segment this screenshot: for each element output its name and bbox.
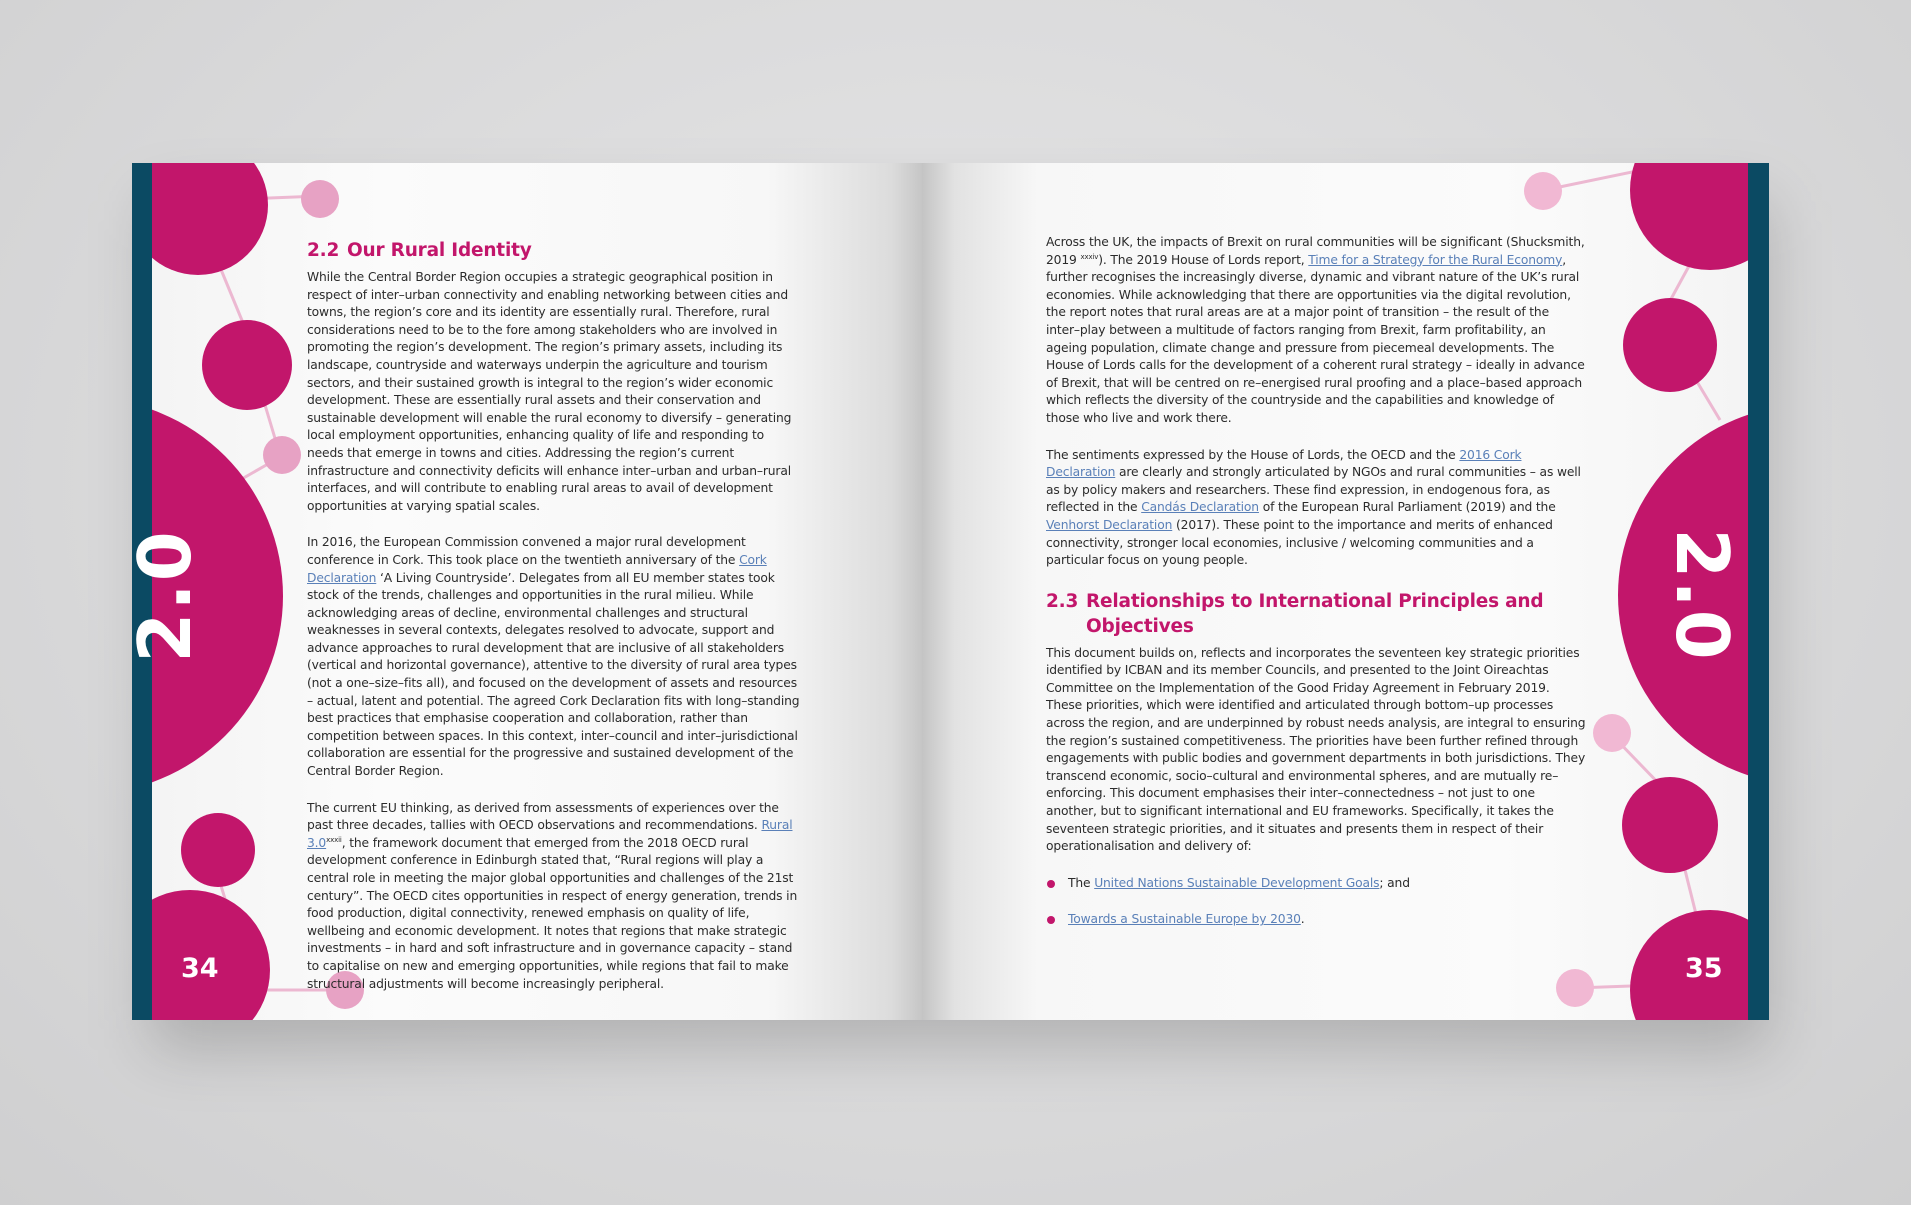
section-heading-2-3: [1046, 589, 1586, 639]
left-text-column: [307, 238, 802, 1012]
section-number: 2.3: [1046, 590, 1079, 612]
link-house-of-lords-report[interactable]: Time for a Strategy for the Rural Economy: [1308, 252, 1563, 267]
text: of the European Rural Parliament (2019) and the: [1258, 500, 1556, 515]
link-candas-declaration[interactable]: Candás Declaration: [1141, 500, 1259, 515]
text: are clearly and strongly articulated by NGOs and rural communities – as well as by policy makers and researchers. These find expression, in endogenous fora, as reflected in the: [1046, 465, 1581, 515]
paragraph: [307, 800, 802, 994]
list-item: [1046, 875, 1586, 893]
list-item: [1046, 911, 1586, 929]
page-number-left: 34: [181, 953, 219, 984]
text: The: [1068, 875, 1095, 890]
circle-magenta: [1623, 298, 1717, 392]
text: ; and: [1379, 875, 1410, 890]
link-venhorst-declaration[interactable]: Venhorst Declaration: [1046, 517, 1173, 532]
link-cork-declaration[interactable]: Cork Declaration: [307, 552, 767, 585]
chapter-number-right: 2.0: [1660, 528, 1744, 662]
text: ‘A Living Countryside’. Delegates from all EU member states took stock of the trends, challenges and opportunities in the rural milieu. While acknowledging areas of decline, environmental challenges and structural weaknesses in several contexts, delegates resolved to advocate, support and advance approaches to rural development that are inclusive of all stakeholders (vertical and horizontal governance), attentive to the diversity of rural area types (not a one–size–fits all), and focused on the development of assets and resources – actual, latent and potential. The agreed Cork Declaration fits with long–standing best practices that emphasise cooperation and collaboration, rather than competition between spaces. In this context, inter–council and inter–jurisdictional collaboration are essential for the progressive and sustained development of the Central Border Region.: [307, 570, 800, 779]
chapter-number-left: 2.0: [123, 529, 207, 663]
circle-magenta: [1622, 777, 1718, 873]
text: (2017). These point to the importance and merits of enhanced connectivity, stronger local economies, inclusive / welcoming communities and a particular focus on young people.: [1046, 517, 1553, 568]
text: The current EU thinking, as derived from assessments of experiences over the past three decades, tallies with OECD observations and recommendations.: [307, 800, 779, 833]
section-title: Relationships to International Principles and Objectives: [1086, 590, 1544, 637]
paragraph: [1046, 447, 1586, 570]
section-heading-2-2: [307, 238, 802, 263]
paragraph: [1046, 234, 1586, 428]
paragraph: [307, 534, 802, 780]
right-text-column: [1046, 234, 1586, 948]
circle-magenta: [181, 813, 255, 887]
text: .: [1300, 912, 1305, 927]
text: , the framework document that emerged from the 2018 OECD rural development conference in Edinburgh stated that, “Rural regions will play a central role in meeting the major global opportunities and challenges of the 21st century”. The OECD cites opportunities in respect of energy generation, trends in food production, digital connectivity, renewed emphasis on quality of life, wellbeing and economic development. It notes that regions that make strategic investments – in hard and soft infrastructure and in governance capacity – stand to capitalise on new and emerging opportunities, while regions that fail to make structural adjustments will become increasingly peripheral.: [307, 835, 798, 991]
footnote-ref: xxxii: [326, 835, 342, 844]
link-sustainable-europe-2030[interactable]: Towards a Sustainable Europe by 2030: [1068, 912, 1301, 927]
text: The sentiments expressed by the House of Lords, the OECD and the: [1046, 447, 1460, 462]
text: In 2016, the European Commission convened a major rural development conference in Cork. This took place on the twentieth anniversary of the: [307, 535, 746, 567]
text: Across the UK, the impacts of Brexit on rural communities will be significant (Shucksmith, 2019: [1046, 235, 1585, 267]
circle-pink: [1593, 714, 1631, 752]
link-un-sdgs[interactable]: United Nations Sustainable Development Goals: [1094, 875, 1380, 890]
footnote-ref: xxxiv: [1080, 252, 1099, 261]
link-rural-3-0[interactable]: Rural 3.0: [307, 818, 793, 850]
section-title: Our Rural Identity: [347, 240, 532, 261]
paragraph: This document builds on, reflects and incorporates the seventeen key strategic priorities identified by ICBAN and its member Councils, and presented to the Joint Oireachtas Committee on the Implementation of the Good Friday Agreement in February 2019. These priorities, which were identified and articulated through bottom–up processes across the region, and are underpinned by robust needs analysis, are integral to ensuring the region’s sustained competitiveness. The priorities have been further refined through engagements with public bodies and government departments in both jurisdictions. They transcend economic, socio–cultural and environmental spheres, and are mutually re–enforcing. This document emphasises their inter–connectedness – not just to one another, but to significant international and EU frameworks. Specifically, it takes the seventeen strategic priorities, and it situates and presents them in respect of their operationalisation and delivery of:: [1046, 645, 1586, 854]
paragraph: While the Central Border Region occupies a strategic geographical position in respect of inter–urban connectivity and enabling networking between cities and towns, the region’s core and its identity are essentially rural. Therefore, rural considerations need to be to the fore among stakeholders who are involved in promoting the region’s development. The region’s primary assets, including its landscape, countryside and waterways underpin the agriculture and tourism sectors, and their sustained growth is integral to the region’s wider economic development. These are essentially rural assets and their conservation and sustainable development will enable the rural economy to diversify – generating local employment opportunities, enhancing quality of life and responding to needs that emerge in towns and cities. Addressing the region’s current infrastructure and connectivity deficits will enhance inter–urban and urban–rural interfaces, and will contribute to enabling rural areas to avail of development opportunities at varying spatial scales.: [307, 270, 792, 513]
circle-magenta: [1630, 110, 1790, 270]
text: ). The 2019 House of Lords report,: [1098, 252, 1309, 267]
circle-magenta: [128, 135, 268, 275]
circle-pink: [263, 436, 301, 474]
circle-magenta: [202, 320, 292, 410]
section-number: 2.2: [307, 240, 340, 261]
circle-pink: [1556, 969, 1594, 1007]
circle-pink: [301, 180, 339, 218]
circle-pink: [1524, 172, 1562, 210]
link-2016-cork-declaration[interactable]: 2016 Cork Declaration: [1046, 447, 1522, 480]
circle-magenta: [1630, 910, 1790, 1070]
text: , further recognises the increasingly diverse, dynamic and vibrant nature of the UK’s rural economies. While acknowledging that there are opportunities via the digital revolution, the report notes that rural areas are at a major point of transition – the result of the inter–play between a multitude of factors ranging from Brexit, farm profitability, an ageing population, climate change and pressure from piecemeal developments. The House of Lords calls for the development of a coherent rural strategy – ideally in advance of Brexit, that will be centred on re–energised rural proofing and a place–based approach which reflects the diversity of the countryside and the capabilities and knowledge of those who live and work there.: [1046, 252, 1585, 425]
bullet-list: [1046, 875, 1586, 929]
page-number-right: 35: [1685, 953, 1723, 984]
